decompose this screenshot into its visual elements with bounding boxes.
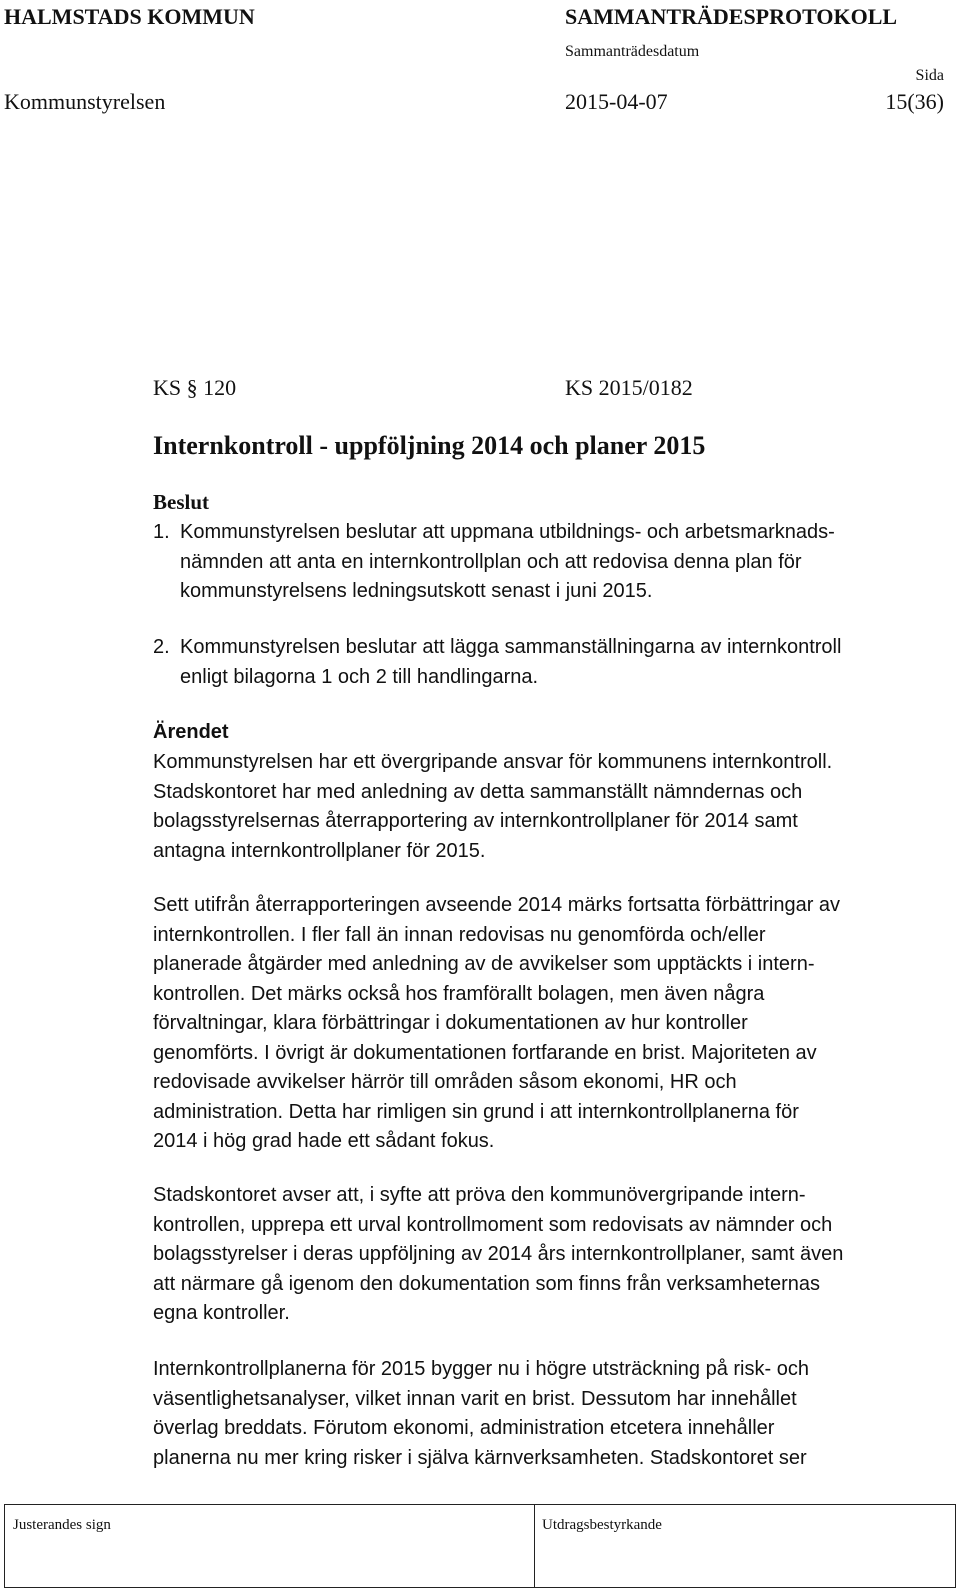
paragraph-line: Kommunstyrelsen har ett övergripande ansvar för kommunens internkontroll. bbox=[153, 751, 833, 773]
utdragsbestyrkande-label: Utdragsbestyrkande bbox=[542, 1517, 662, 1533]
paragraph-line: väsentlighetsanalyser, vilket innan varit en brist. Dessutom har innehållet bbox=[153, 1387, 797, 1410]
board-name: Kommunstyrelsen bbox=[4, 89, 166, 114]
paragraph-line: förvaltningar, klara förbättringar i dokumentationen av hur kontroller bbox=[153, 1012, 748, 1034]
decision-number: 2. bbox=[153, 636, 170, 658]
item-title: Internkontroll - uppföljning 2014 och planer 2015 bbox=[153, 431, 706, 460]
case-paragraph bbox=[153, 1181, 943, 1329]
decision-line: nämnden att anta en internkontrollplan och att redovisa denna plan för bbox=[180, 550, 802, 573]
meeting-date-label: Sammanträdesdatum bbox=[565, 43, 700, 60]
decision-line: Kommunstyrelsen beslutar att lägga sammanställningarna av internkontroll bbox=[180, 636, 842, 658]
paragraph-line: överlag breddats. Förutom ekonomi, administration etcetera innehåller bbox=[153, 1417, 775, 1439]
decision-item bbox=[153, 518, 943, 607]
decision-line: kommunstyrelsens ledningsutskott senast i juni 2015. bbox=[180, 580, 653, 602]
page-number: 15(36) bbox=[885, 89, 944, 114]
decision-number: 1. bbox=[153, 521, 170, 543]
decision-line: enligt bilagorna 1 och 2 till handlingarna. bbox=[180, 665, 539, 688]
signature-divider bbox=[534, 1505, 535, 1587]
signature-box bbox=[4, 1504, 956, 1588]
case-paragraph bbox=[153, 891, 943, 1157]
case-paragraph bbox=[153, 1355, 943, 1473]
case-paragraph bbox=[153, 748, 943, 866]
paragraph-line: egna kontroller. bbox=[153, 1302, 290, 1324]
decision-item bbox=[153, 633, 943, 692]
paragraph-line: kontrollen, upprepa ett urval kontrollmoment som redovisats av nämnder och bbox=[153, 1213, 833, 1236]
paragraph-line: redovisade avvikelser härrör till områden såsom ekonomi, HR och bbox=[153, 1071, 737, 1093]
paragraph-line: Sett utifrån återrapporteringen avseende 2014 märks fortsatta förbättringar av bbox=[153, 894, 841, 916]
document-type: SAMMANTRÄDESPROTOKOLL bbox=[565, 4, 898, 29]
paragraph-line: internkontrollen. I fler fall än innan redovisas nu genomförda och/eller bbox=[153, 923, 766, 946]
paragraph-line: Internkontrollplanerna för 2015 bygger nu i högre utsträckning på risk- och bbox=[153, 1358, 809, 1380]
justerandes-sign-label: Justerandes sign bbox=[13, 1517, 111, 1533]
paragraph-line: planerna nu mer kring risker i själva kärnverksamheten. Stadskontoret ser bbox=[153, 1446, 807, 1469]
meeting-date: 2015-04-07 bbox=[565, 89, 668, 114]
paragraph-line: att närmare gå igenom den dokumentation som finns från verksamheternas bbox=[153, 1272, 821, 1295]
paragraph-line: genomförts. I övrigt är dokumentationen fortfarande en brist. Majoriteten av bbox=[153, 1041, 817, 1064]
municipality-name: HALMSTADS KOMMUN bbox=[4, 4, 255, 29]
arendet-heading: Ärendet bbox=[153, 721, 229, 743]
paragraph-line: Stadskontoret har med anledning av detta sammanställt nämndernas och bbox=[153, 780, 803, 803]
decision-line: Kommunstyrelsen beslutar att uppmana utbildnings- och arbetsmarknads- bbox=[180, 521, 835, 543]
paragraph-line: bolagsstyrelser i deras uppföljning av 2014 års internkontrollplaner, samt även bbox=[153, 1243, 844, 1265]
paragraph-line: bolagsstyrelsernas återrapportering av internkontrollplaner för 2014 samt bbox=[153, 810, 798, 832]
beslut-heading: Beslut bbox=[153, 490, 210, 514]
page-label: Sida bbox=[915, 67, 944, 84]
section-number: KS § 120 bbox=[153, 375, 237, 400]
paragraph-line: antagna internkontrollplaner för 2015. bbox=[153, 839, 486, 862]
paragraph-line: kontrollen. Det märks också hos framförallt bolagen, men även några bbox=[153, 982, 765, 1005]
paragraph-line: 2014 i hög grad hade ett sådant fokus. bbox=[153, 1130, 495, 1152]
paragraph-line: planerade åtgärder med anledning av de avvikelser som upptäckts i intern- bbox=[153, 953, 815, 975]
case-number: KS 2015/0182 bbox=[565, 375, 693, 400]
paragraph-line: Stadskontoret avser att, i syfte att pröva den kommunövergripande intern- bbox=[153, 1184, 806, 1206]
paragraph-line: administration. Detta har rimligen sin grund i att internkontrollplanerna för bbox=[153, 1100, 799, 1123]
